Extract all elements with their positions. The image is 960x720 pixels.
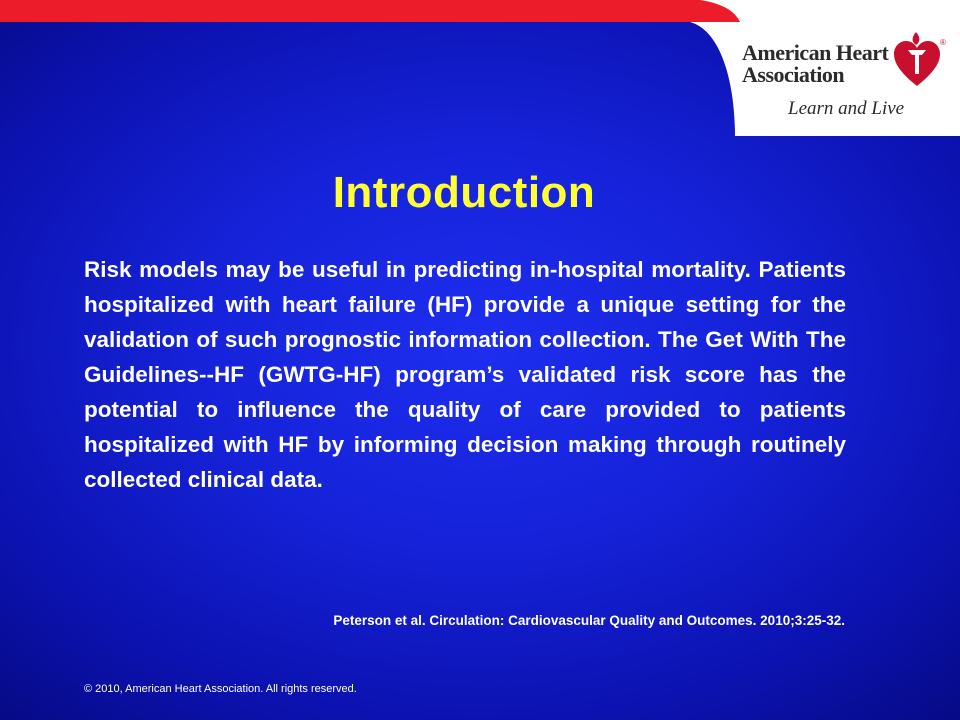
logo-organization-name: American Heart Association xyxy=(742,40,889,87)
registered-mark: ® xyxy=(940,38,946,47)
body-paragraph: Risk models may be useful in predicting in-hospital mortality. Patients hospitalized with heart failure (HF) provide a unique setting for the validation of such prognostic information collection. The Get With The Guidelines--HF (GWTG-HF) program’s validated risk score has the potential to influence the quality of care provided to patients hospitalized with HF by informing decision making through routinely collected clinical data. xyxy=(84,257,846,492)
logo-tagline: Learn and Live xyxy=(788,98,905,119)
copyright-notice: © 2010, American Heart Association. All rights reserved. xyxy=(84,683,357,695)
citation: Peterson et al. Circulation: Cardiovascular Quality and Outcomes. 2010;3:25-32. xyxy=(333,613,845,628)
slide-title: Introduction xyxy=(332,168,596,217)
heart-torch-icon xyxy=(892,30,942,88)
aha-logo xyxy=(742,36,952,130)
